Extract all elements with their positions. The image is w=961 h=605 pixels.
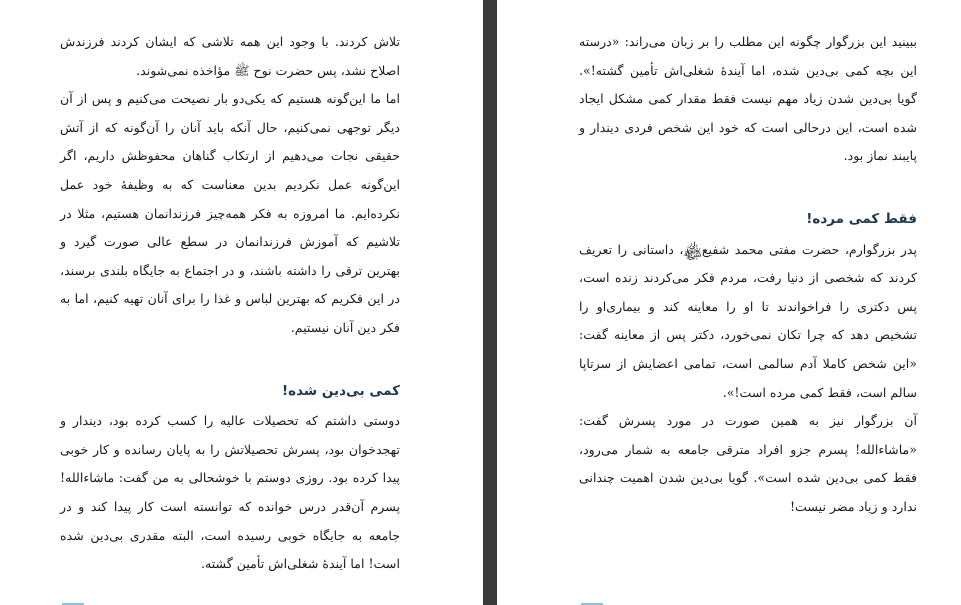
right-page-content: [579, 28, 917, 522]
right-paragraph-2: پدر بزرگوارم، حضرت مفتی محمد شفیع‌﷾، داستانی را تعریف کردند که شخصی از دنیا رفت، مردم فکر می‌کردند زنده است، پس دکتری را فراخواندند تا او را معاینه کند و بیماری‌او را تشخیص دهد که چرا تکان نمی‌خورد، دکتر پس از معاینه گفت: «این شخص کاملا آدم سالمی است، تمامی اعضایش از سرتاپا سالم است، فقط کمی مرده است!».: [579, 241, 917, 400]
spacer: [579, 171, 917, 205]
right-section-heading: فقط کمی مرده!: [806, 210, 917, 227]
left-paragraph-2: اما ما این‌گونه هستیم که یکی‌دو بار نصیحت می‌کنیم و پس از آن دیگر توجهی نمی‌کنیم، حال آنکه باید آنان را آن‌گونه که از آتش حقیقی نجات می‌دهیم از ارتکاب گناهان محفوظش داریم، اگر این‌گونه عمل نکردیم بدین معناست که به وظیفهٔ خود عمل نکرده‌ایم. ما امروزه به فکر همه‌چیز فرزندانمان هستیم، مثلا در تلاشیم که آموزش فرزندانمان در سطع عالی صورت گیرد و بهترین ترقی را داشته باشند، و در اجتماع به جایگاه بلندی برسند، در این فکریم که بهترین لباس و غذا را برای آنان تهیه کنیم، اما به فکر دین آنان نیستیم.: [60, 91, 400, 335]
right-paragraph-1: ببینید این بزرگوار چگونه این مطلب را بر زبان می‌راند: «درسته این بچه کمی بی‌دین شده، اما آیندهٔ شغلی‌اش تأمین گشته!». گویا بی‌دین شدن زیاد مهم نیست فقط مقدار کمی مشکل ایجاد شده است، این درحالی است که خود این شخص فردی دیندار و پایبند نماز بود.: [579, 34, 917, 164]
right-paragraph-3: آن بزرگوار نیز به همین صورت در مورد پسرش گفت: «ماشاءالله! پسرم جزو افراد مترقی جامعه به شمار می‌رود، فقط کمی بی‌دین شده است». گویا بی‌دین شدن اهمیت چندانی ندارد و زیاد مضر نیست!: [579, 413, 917, 514]
spacer: [60, 343, 400, 377]
right-page: [497, 0, 961, 605]
left-page-content: [60, 28, 400, 579]
left-section-heading: کمی بی‌دین شده!: [281, 382, 400, 399]
left-paragraph-1: تلاش کردند. با وجود این همه تلاشی که ایشان کردند فرزندش اصلاح نشد، پس حضرت نوح ﷺ مؤاخذه نمی‌شوند.: [60, 34, 400, 78]
book-gutter: [483, 0, 497, 605]
left-paragraph-3: دوستی داشتم که تحصیلات عالیه را کسب کرده بود، دیندار و تهجدخوان بود، پسرش تحصیلاتش را به پایان رسانده و کار خوبی پیدا کرده بود. روزی دوستم با خوشحالی به من گفت: ماشاءالله! پسرم آن‌قدر درس خوانده که توانسته است کار پیدا کند و در جامعه به جایگاه خوبی رسیده است، البته مقدری بی‌دین شده است! اما آیندهٔ شغلی‌اش تأمین گشته.: [60, 413, 400, 572]
